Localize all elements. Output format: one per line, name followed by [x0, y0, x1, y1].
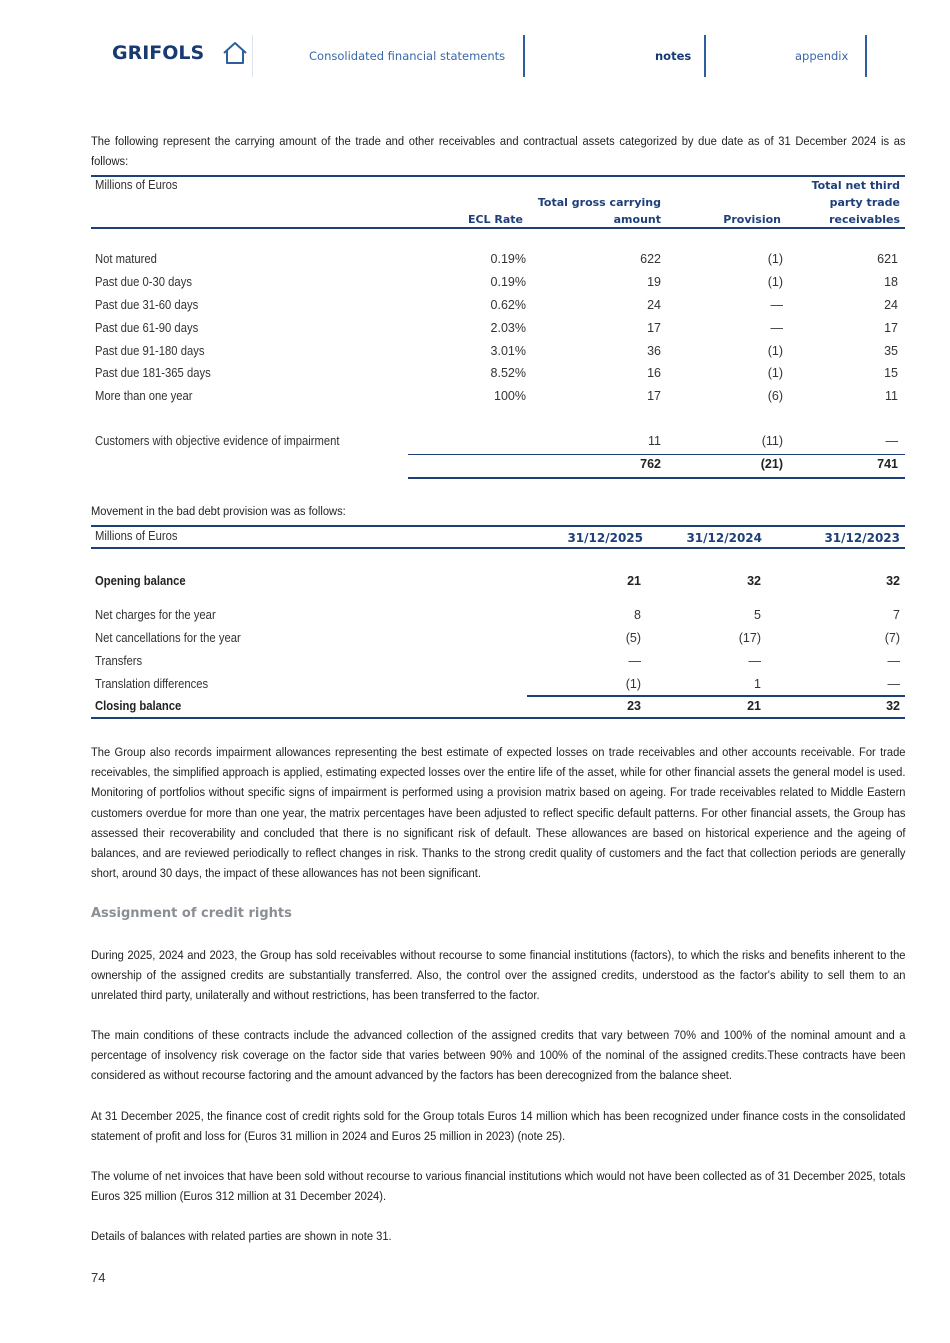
nav-appendix[interactable]: appendix	[795, 49, 849, 63]
table-row: Translation differences (1) 1 —	[95, 677, 900, 691]
table-row: Not matured 0.19% 622 (1) 621	[95, 252, 898, 266]
paragraph-factoring: During 2025, 2024 and 2023, the Group has sold receivables without recourse to some financial institutions (factors), to which the risks and benefits inherent to the ownership of the assigned credits are substantially transferred. Also, the control over the assigned credits, understood as the factor's ability to sell them to an unrelated third party, unilaterally and without restrictions, has been transferred to the factor.	[91, 948, 906, 1003]
col-2025: 31/12/2025	[567, 531, 643, 545]
table-rule	[91, 547, 905, 549]
table-rule	[408, 454, 905, 455]
col-2024: 31/12/2024	[686, 531, 762, 545]
paragraph-conditions: The main conditions of these contracts include the advanced collection of the assigned credits that vary between 70% and 100% of the nominal amount and a percentage of insolvency risk coverage on the factor side that varies between 90% and 100% of the nominal of the assigned credits.These contracts have been considered as without recourse factoring and the amount advanced by the factors has been derecognized from the balance sheet.	[91, 1028, 906, 1083]
table-row: Net cancellations for the year (5) (17) (7)	[95, 631, 900, 645]
table-rule	[91, 717, 905, 719]
table-row: More than one year 100% 17 (6) 11	[95, 389, 898, 403]
nav-notes[interactable]: notes	[655, 49, 692, 63]
table-unit-label: Millions of Euros	[95, 178, 178, 192]
table-row: Past due 61-90 days 2.03% 17 — 17	[95, 321, 898, 335]
movement-title: Movement in the bad debt provision was as follows:	[91, 504, 346, 518]
paragraph-net-invoices: The volume of net invoices that have been sold without recourse to various financial institutions which would not have been collected as of 31 December 2025, totals Euros 325 million (Euros 312 million at 31 December 2024).	[91, 1169, 906, 1204]
header-divider	[865, 35, 867, 77]
table-row: Net charges for the year 8 5 7	[95, 608, 900, 622]
table-rule	[527, 695, 905, 697]
col-provision: Provision	[723, 213, 781, 226]
table-row: Past due 91-180 days 3.01% 36 (1) 35	[95, 344, 898, 358]
table-unit-label: Millions of Euros	[95, 529, 178, 543]
table-row: Past due 31-60 days 0.62% 24 — 24	[95, 298, 898, 312]
bad-debt-provision-table	[91, 525, 905, 720]
paragraph-related-parties: Details of balances with related parties are shown in note 31.	[91, 1229, 392, 1243]
intro-paragraph: The following represent the carrying amount of the trade and other receivables and contractual assets categorized by due date as of 31 December 2024 is as follows:	[91, 134, 906, 169]
table-rule	[91, 227, 905, 229]
header-divider	[252, 35, 253, 77]
nav-consolidated-statements[interactable]: Consolidated financial statements	[309, 49, 506, 63]
table-rule	[91, 525, 905, 527]
col-2023: 31/12/2023	[824, 531, 900, 545]
header-divider	[523, 35, 525, 77]
impairment-row: Customers with objective evidence of impairment 11 (11) —	[95, 434, 898, 448]
paragraph-finance-cost: At 31 December 2025, the finance cost of credit rights sold for the Group totals Euros 14 million which has been recognized under finance costs in the consolidated statement of profit and loss for (Euros 31 million in 2024 and Euros 25 million in 2023) (note 25).	[91, 1109, 906, 1144]
col-gross-amount: Total gross carrying amount	[537, 196, 661, 226]
table-row: Past due 181-365 days 8.52% 16 (1) 15	[95, 366, 898, 380]
col-net-receivables: Total net third party trade receivables	[811, 179, 900, 226]
total-row: 762 (21) 741	[640, 457, 898, 471]
closing-balance-row: Closing balance 23 21 32	[95, 699, 900, 713]
section-title: Assignment of credit rights	[91, 906, 292, 921]
table-row: Transfers — — —	[95, 654, 900, 668]
table-row: Past due 0-30 days 0.19% 19 (1) 18	[95, 275, 898, 289]
col-ecl-rate: ECL Rate	[467, 213, 523, 226]
impairment-paragraph: The Group also records impairment allowances representing the best estimate of expected losses on trade receivables and other accounts receivable. For trade receivables, the simplified approach is applied, estimating expected losses over the entire life of the asset, while for other financial assets the general model is used. Monitoring of portfolios without specific signs of impairment is performed using a provision matrix based on ageing. For trade receivables related to Middle Eastern customers overdue for more than one year, the matrix percentages have been adjusted to reflect specific default patterns. For other financial assets, the Group has assessed their recoverability and concluded that there is no significant risk of default. These allowances are based on historical experience and the ageing of balances, and are reviewed periodically to reflect changes in risk. Thanks to the strong credit quality of customers and the fact that collection periods are generally short, around 30 days, the impact of these allowances has not been significant.	[91, 745, 906, 881]
receivables-ageing-table	[91, 175, 905, 480]
table-rule	[408, 477, 905, 479]
table-rule	[91, 175, 905, 177]
header-divider	[704, 35, 706, 77]
page-header	[0, 0, 950, 100]
grifols-logo[interactable]: GRIFOLS	[112, 42, 205, 64]
home-icon[interactable]	[222, 40, 248, 66]
page-number: 74	[91, 1270, 106, 1285]
opening-balance-row: Opening balance 21 32 32	[95, 574, 900, 588]
